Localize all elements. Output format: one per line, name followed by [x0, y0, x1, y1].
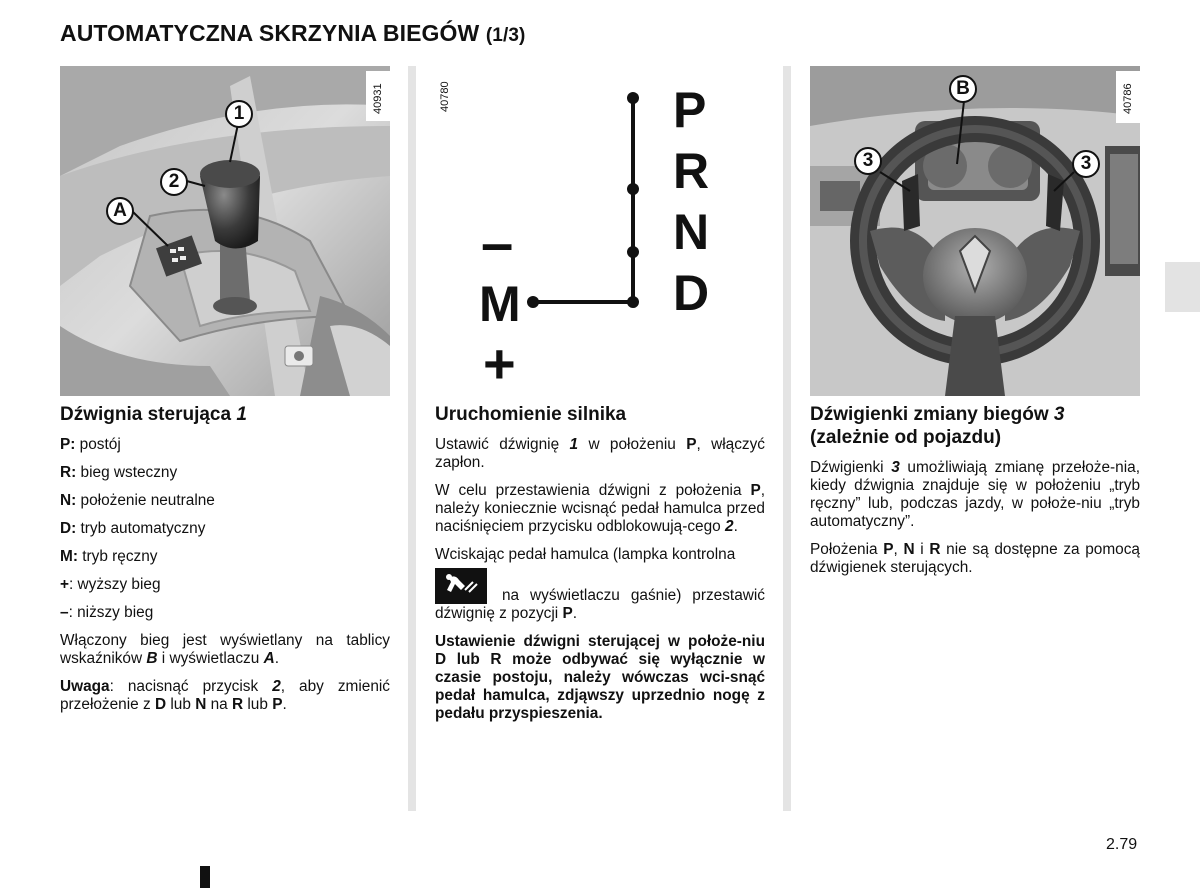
paragraph: W celu przestawienia dźwigni z położenia P, należy koniecznie wcisnąć pedał hamulca przed naciśnięciem przycisku odblokowują-cego 2.: [435, 482, 765, 535]
callout-a: A: [106, 197, 134, 225]
list-item: P: postój: [60, 436, 121, 453]
gear-r: R: [673, 143, 710, 199]
callout-3-right: 3: [1072, 150, 1100, 178]
section-heading: Dźwigienki zmiany biegów 3 (zależnie od pojazdu): [810, 404, 1065, 448]
list-item: R: bieg wsteczny: [60, 464, 178, 481]
title-part: (1/3): [485, 25, 526, 46]
page-title: [60, 20, 525, 47]
paragraph: na wyświetlaczu gaśnie) przestawić dźwignię z pozycji P.: [435, 568, 765, 623]
gear-position-list: [60, 436, 390, 622]
paragraph: Dźwigienki 3 umożliwiają zmianę przełoże-nia, kiedy dźwignia znajduje się w położeniu „tryb ręczny” lub, podczas jazdy, w położe-niu „tryb automatyczny”.: [810, 459, 1140, 530]
steering-wheel-illustration: [810, 66, 1140, 396]
callout-2: 2: [160, 168, 188, 196]
column-separator: [783, 66, 791, 811]
list-item: –: niższy bieg: [60, 604, 154, 621]
list-item: N: położenie neutralne: [60, 492, 215, 509]
section-heading: Dźwignia sterująca 1: [60, 404, 247, 425]
figure-number: 40786: [1122, 83, 1134, 114]
downshift-symbol: –: [481, 211, 514, 276]
callout-3-left: 3: [854, 147, 882, 175]
list-item: D: tryb automatyczny: [60, 520, 206, 537]
gear-p: P: [673, 82, 707, 138]
warning-paragraph: Ustawienie dźwigni sterującej w położe-niu D lub R może odbywać się wyłącznie w czasie postoju, należy wówczas wci-snąć pedał hamulca, zdjąwszy uprzednio nogę z pedału przyspieszenia.: [435, 633, 765, 722]
gear-lever-illustration: [60, 66, 390, 396]
list-item: M: tryb ręczny: [60, 548, 158, 565]
callout-1: 1: [225, 100, 253, 128]
column-separator: [408, 66, 416, 811]
shift-pattern-diagram: [435, 66, 765, 396]
crop-mark: [200, 866, 210, 888]
gear-n: N: [673, 204, 710, 260]
upshift-symbol: +: [483, 332, 516, 395]
column-gear-lever: [60, 400, 390, 724]
title-text: AUTOMATYCZNA SKRZYNIA BIEGÓW: [60, 20, 480, 46]
list-item: +: wyższy bieg: [60, 576, 161, 593]
note-paragraph: Uwaga: nacisnąć przycisk 2, aby zmienić przełożenie z D lub N na R lub P.: [60, 678, 390, 713]
manual-mode-label: M: [479, 276, 521, 332]
section-heading: Uruchomienie silnika: [435, 404, 627, 425]
paragraph: Położenia P, N i R nie są dostępne za pomocą dźwigienek sterujących.: [810, 541, 1140, 576]
brake-warning-lamp-icon: [435, 568, 487, 604]
display-paragraph: Włączony bieg jest wyświetlany na tablicy wskaźników B i wyświetlaczu A.: [60, 632, 390, 667]
gear-positions: [673, 80, 709, 324]
page-number: 2.79: [1106, 836, 1138, 853]
figure-number: 40780: [439, 81, 451, 112]
gear-d: D: [673, 265, 710, 321]
chapter-tab: [1165, 262, 1200, 312]
paragraph: Ustawić dźwignię 1 w położeniu P, włączyć zapłon.: [435, 436, 765, 471]
callout-b: B: [949, 75, 977, 103]
paragraph: Wciskając pedał hamulca (lampka kontrolna: [435, 546, 736, 563]
column-paddles: [810, 400, 1140, 587]
figure-number: 40931: [372, 83, 384, 114]
column-engine-start: [435, 400, 765, 733]
